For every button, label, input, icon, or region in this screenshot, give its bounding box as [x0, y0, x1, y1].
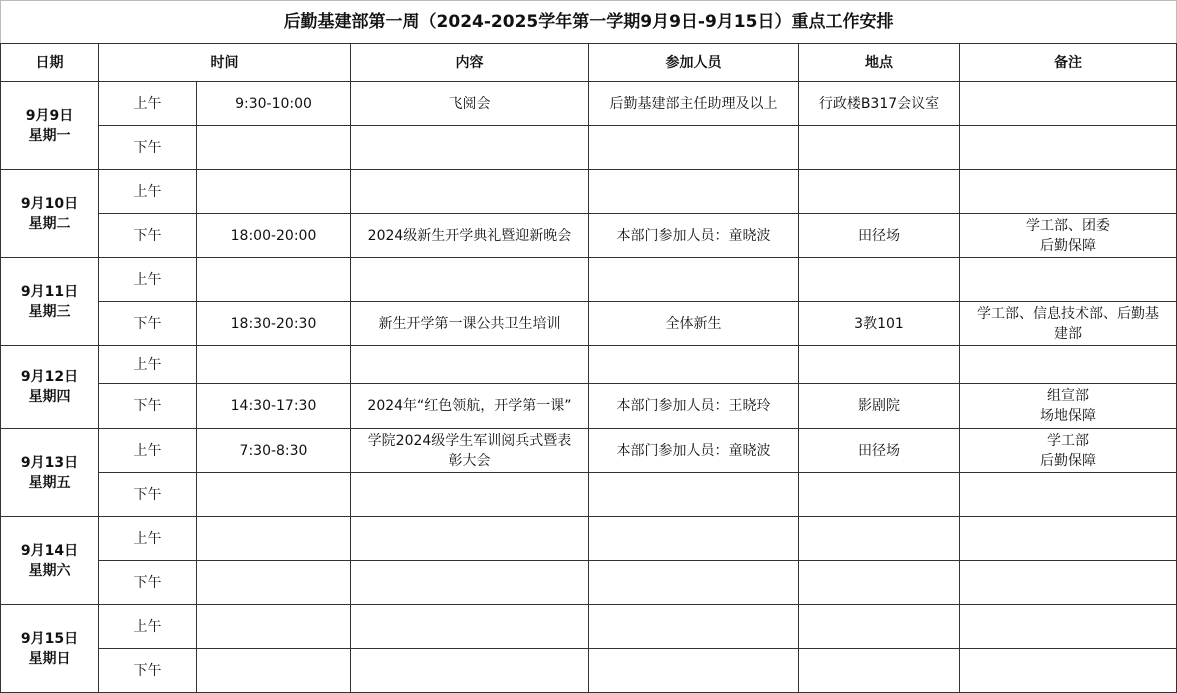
period-am: 上午 — [99, 605, 197, 649]
location-cell — [799, 649, 960, 693]
location-cell — [799, 170, 960, 214]
notes-cell — [960, 473, 1177, 517]
weekday-label: 星期一 — [28, 127, 71, 144]
content-cell — [351, 170, 589, 214]
participants-cell — [589, 517, 799, 561]
weekday-label: 星期五 — [28, 474, 71, 491]
table-row — [1, 82, 1177, 126]
notes-cell — [960, 170, 1177, 214]
date-label: 9月10日 — [20, 195, 79, 212]
location-cell — [799, 258, 960, 302]
period-pm: 下午 — [99, 473, 197, 517]
time-cell — [197, 605, 351, 649]
period-pm: 下午 — [99, 214, 197, 258]
notes-line: 组宣部 — [1047, 388, 1089, 404]
table-row — [1, 126, 1177, 170]
date-label: 9月11日 — [20, 283, 79, 300]
location-cell: 田径场 — [799, 429, 960, 473]
date-cell — [1, 605, 99, 693]
notes-line: 学工部、信息技术部、后勤基 — [977, 305, 1159, 322]
notes-cell — [960, 214, 1177, 258]
weekday-label: 星期四 — [28, 389, 71, 405]
location-cell: 3教101 — [799, 302, 960, 346]
content-cell — [351, 517, 589, 561]
notes-cell — [960, 561, 1177, 605]
location-cell: 行政楼B317会议室 — [799, 82, 960, 126]
content-cell: 2024年“红色领航，开学第一课” — [351, 384, 589, 429]
location-cell — [799, 605, 960, 649]
notes-line: 后勤保障 — [1040, 237, 1096, 254]
content-cell — [351, 346, 589, 384]
time-cell: 18:00-20:00 — [197, 214, 351, 258]
date-cell — [1, 170, 99, 258]
date-cell — [1, 429, 99, 517]
table-row — [1, 214, 1177, 258]
participants-cell: 全体新生 — [589, 302, 799, 346]
period-am: 上午 — [99, 82, 197, 126]
header-date: 日期 — [1, 44, 99, 82]
content-cell: 飞阅会 — [351, 82, 589, 126]
table-row — [1, 473, 1177, 517]
time-cell — [197, 517, 351, 561]
content-cell — [351, 649, 589, 693]
location-cell — [799, 346, 960, 384]
time-cell — [197, 346, 351, 384]
period-pm: 下午 — [99, 384, 197, 429]
time-cell: 14:30-17:30 — [197, 384, 351, 429]
table-row — [1, 605, 1177, 649]
notes-cell — [960, 649, 1177, 693]
table-row — [1, 517, 1177, 561]
period-pm: 下午 — [99, 302, 197, 346]
participants-cell — [589, 170, 799, 214]
date-label: 9月9日 — [25, 107, 74, 124]
weekday-label: 星期日 — [28, 650, 71, 667]
period-am: 上午 — [99, 346, 197, 384]
participants-cell — [589, 605, 799, 649]
location-cell: 田径场 — [799, 214, 960, 258]
notes-line: 建部 — [1054, 325, 1082, 342]
location-cell: 影剧院 — [799, 384, 960, 429]
content-cell: 2024级新生开学典礼暨迎新晚会 — [351, 214, 589, 258]
location-cell — [799, 473, 960, 517]
period-pm: 下午 — [99, 126, 197, 170]
notes-line: 后勤保障 — [1040, 452, 1096, 469]
time-cell — [197, 561, 351, 605]
time-cell — [197, 473, 351, 517]
date-cell — [1, 258, 99, 346]
participants-cell: 本部门参加人员：童晓波 — [589, 214, 799, 258]
content-cell — [351, 473, 589, 517]
weekday-label: 星期六 — [28, 562, 71, 579]
notes-cell — [960, 258, 1177, 302]
date-label: 9月14日 — [20, 542, 79, 559]
participants-cell — [589, 649, 799, 693]
time-cell: 7:30-8:30 — [197, 429, 351, 473]
notes-cell — [960, 302, 1177, 346]
notes-cell — [960, 126, 1177, 170]
time-cell — [197, 170, 351, 214]
header-content: 内容 — [351, 44, 589, 82]
participants-cell — [589, 346, 799, 384]
content-line: 彰大会 — [448, 452, 491, 469]
participants-cell: 后勤基建部主任助理及以上 — [589, 82, 799, 126]
table-row — [1, 561, 1177, 605]
notes-cell — [960, 605, 1177, 649]
period-am: 上午 — [99, 517, 197, 561]
table-row — [1, 384, 1177, 429]
period-pm: 下午 — [99, 649, 197, 693]
table-row — [1, 346, 1177, 384]
notes-cell — [960, 517, 1177, 561]
location-cell — [799, 517, 960, 561]
notes-cell — [960, 82, 1177, 126]
participants-cell: 本部门参加人员：王晓玲 — [589, 384, 799, 429]
time-cell: 18:30-20:30 — [197, 302, 351, 346]
time-cell — [197, 258, 351, 302]
date-label: 9月13日 — [20, 454, 79, 471]
period-am: 上午 — [99, 170, 197, 214]
location-cell — [799, 561, 960, 605]
date-label: 9月15日 — [20, 630, 79, 647]
content-line: 学院2024级学生军训阅兵式暨表 — [367, 432, 572, 449]
location-cell — [799, 126, 960, 170]
date-label: 9月12日 — [20, 369, 79, 385]
time-cell — [197, 649, 351, 693]
table-row — [1, 170, 1177, 214]
participants-cell — [589, 126, 799, 170]
header-notes: 备注 — [960, 44, 1177, 82]
participants-cell — [589, 258, 799, 302]
content-cell — [351, 429, 589, 473]
table-row — [1, 429, 1177, 473]
participants-cell — [589, 473, 799, 517]
date-cell — [1, 82, 99, 170]
notes-line: 场地保障 — [1040, 408, 1096, 424]
time-cell — [197, 126, 351, 170]
notes-cell — [960, 346, 1177, 384]
content-cell — [351, 605, 589, 649]
table-row — [1, 302, 1177, 346]
date-cell — [1, 346, 99, 429]
weekday-label: 星期二 — [28, 215, 71, 232]
weekday-label: 星期三 — [28, 303, 71, 320]
notes-cell — [960, 384, 1177, 429]
participants-cell — [589, 561, 799, 605]
notes-cell — [960, 429, 1177, 473]
date-cell — [1, 517, 99, 605]
table-row — [1, 258, 1177, 302]
notes-line: 学工部 — [1047, 432, 1089, 449]
notes-line: 学工部、团委 — [1026, 217, 1110, 234]
header-participants: 参加人员 — [589, 44, 799, 82]
header-location: 地点 — [799, 44, 960, 82]
content-cell — [351, 126, 589, 170]
table-row — [1, 649, 1177, 693]
content-cell — [351, 561, 589, 605]
period-am: 上午 — [99, 429, 197, 473]
period-am: 上午 — [99, 258, 197, 302]
content-cell: 新生开学第一课公共卫生培训 — [351, 302, 589, 346]
page-title: 后勤基建部第一周（2024-2025学年第一学期9月9日-9月15日）重点工作安排 — [1, 1, 1177, 44]
participants-cell: 本部门参加人员：童晓波 — [589, 429, 799, 473]
time-cell: 9:30-10:00 — [197, 82, 351, 126]
content-cell — [351, 258, 589, 302]
period-pm: 下午 — [99, 561, 197, 605]
header-time: 时间 — [99, 44, 351, 82]
